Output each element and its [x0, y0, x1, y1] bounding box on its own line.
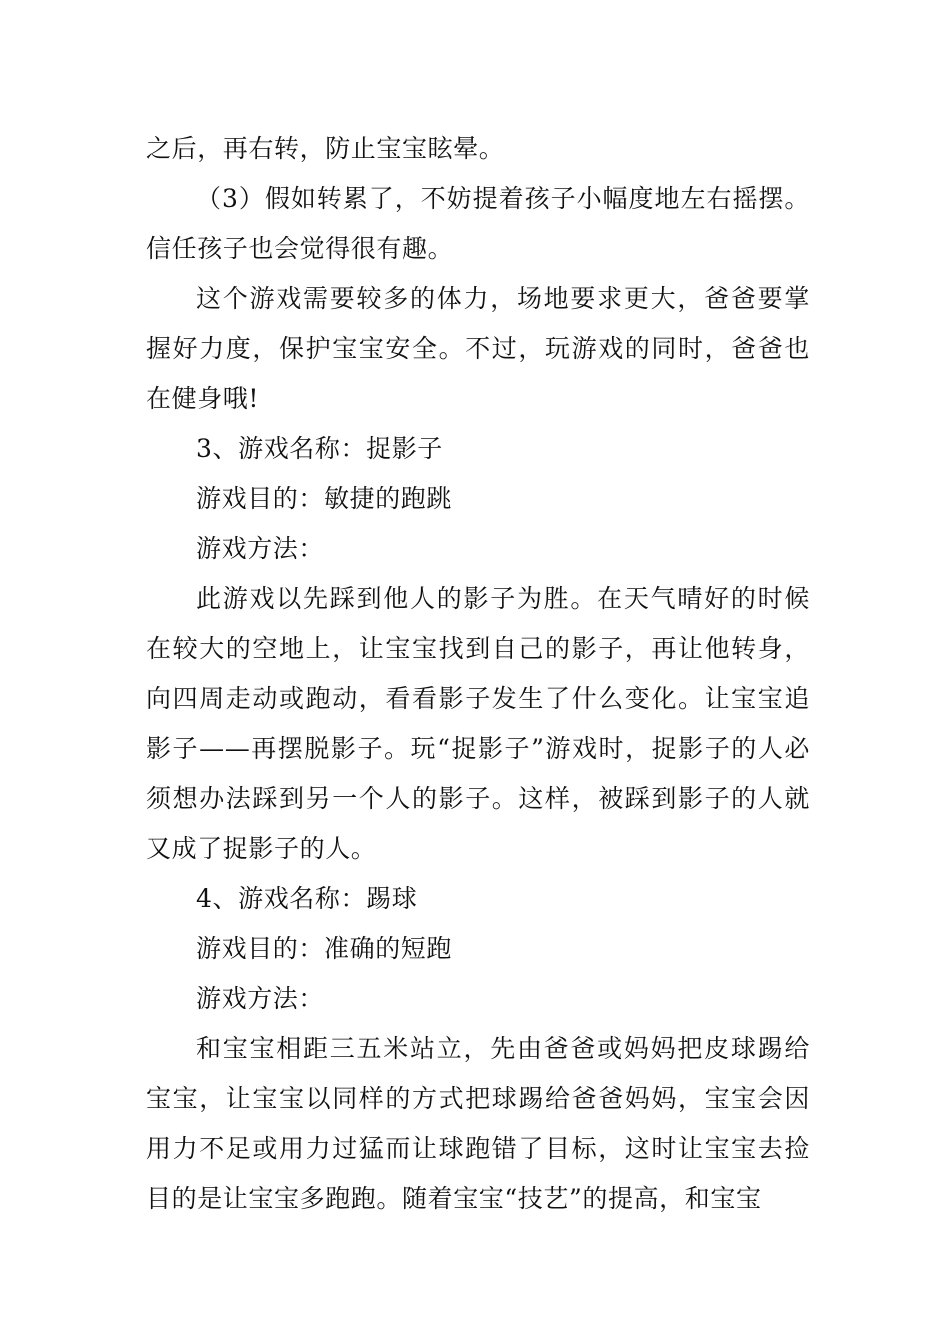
game-3-purpose: 游戏目的：敏捷的跑跳	[196, 484, 453, 513]
paragraph-step-3: （3）假如转累了，不妨提着孩子小幅度地左右摇摆。信任孩子也会觉得很有趣。	[146, 184, 810, 263]
document-body	[146, 124, 810, 1224]
game-4-method-heading: 游戏方法：	[196, 984, 325, 1013]
paragraph-game-note: 这个游戏需要较多的体力，场地要求更大，爸爸要掌握好力度，保护宝宝安全。不过，玩游戏的同时，爸爸也在健身哦!	[146, 284, 810, 413]
game-4-name: 4、游戏名称：踢球	[196, 884, 418, 913]
paragraph-continuation: 之后，再右转，防止宝宝眩晕。	[146, 134, 505, 163]
game-3-method-text: 此游戏以先踩到他人的影子为胜。在天气晴好的时候在较大的空地上，让宝宝找到自己的影子，再让他转身，向四周走动或跑动，看看影子发生了什么变化。让宝宝追影子——再摆脱影子。玩“捉影子”游戏时，捉影子的人必须想办法踩到另一个人的影子。这样，被踩到影子的人就又成了捉影子的人。	[146, 584, 810, 863]
game-3-method-heading: 游戏方法：	[196, 534, 325, 563]
game-3-name: 3、游戏名称：捉影子	[196, 434, 443, 463]
game-4-method-text: 和宝宝相距三五米站立，先由爸爸或妈妈把皮球踢给宝宝，让宝宝以同样的方式把球踢给爸爸妈妈，宝宝会因用力不足或用力过猛而让球跑错了目标，这时让宝宝去捡目的是让宝宝多跑跑。随着宝宝“技艺”的提高，和宝宝	[146, 1034, 810, 1213]
game-4-purpose: 游戏目的：准确的短跑	[196, 934, 453, 963]
